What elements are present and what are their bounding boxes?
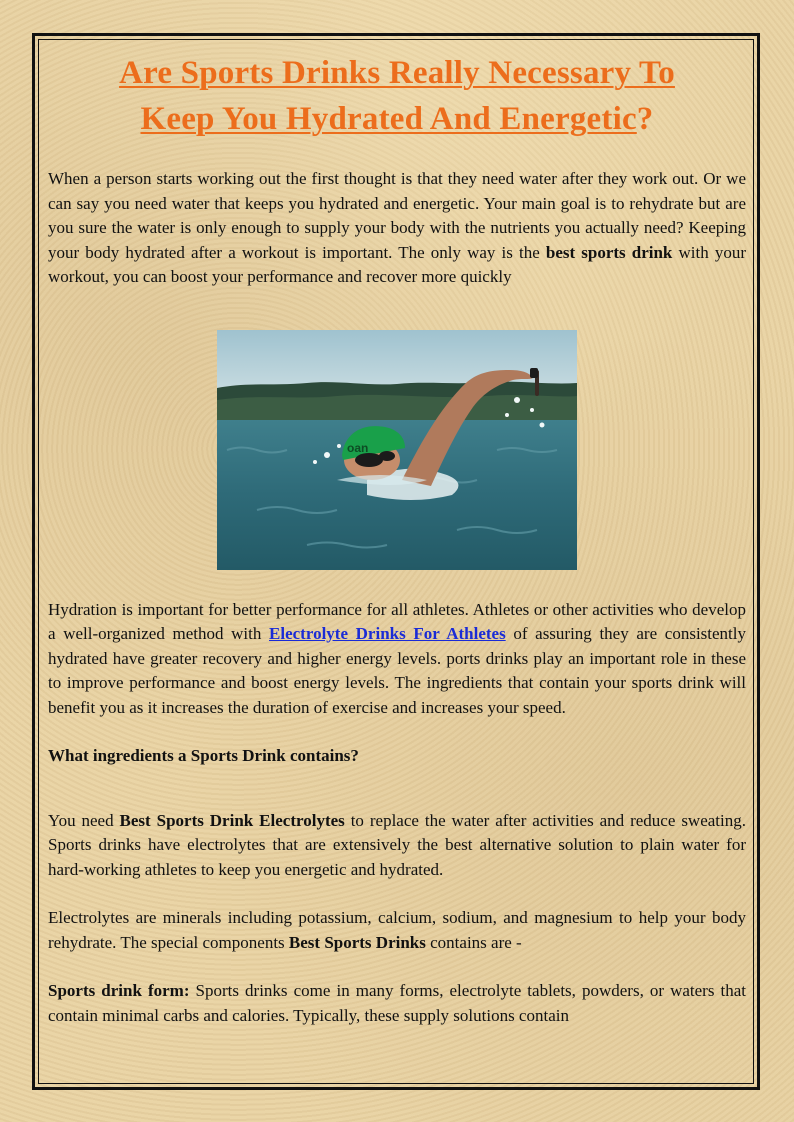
page-title: [48, 50, 746, 142]
intro-text-end: with your workout, you can boost your performance and recover more quickly: [48, 242, 746, 286]
section-heading: What ingredients a Sports Drink contains?: [48, 746, 359, 765]
svg-text:oan: oan: [347, 440, 369, 455]
intro-bold: best sports drink: [545, 242, 673, 262]
electrolytes-text-end: contains are -: [425, 932, 522, 952]
title-question-mark: ?: [636, 101, 654, 137]
need-text: You need: [48, 810, 120, 830]
electrolytes-text: Electrolytes are minerals including potassium, calcium, sodium, and magnesium to help your body rehydrate. The special components: [48, 908, 746, 952]
need-paragraph: [48, 809, 746, 883]
form-text: Sports drinks come in many forms, electrolyte tablets, powders, or waters that contain minimal carbs and calories. Typically, these supply solutions contain: [48, 981, 746, 1025]
need-bold: Best Sports Drink Electrolytes: [119, 810, 345, 830]
intro-text: When a person starts working out the first thought is that they need water after they work out. Or we can say you need water that keeps you hydrated and energetic. Your main goal is to rehydrate but are you sure the water is only enough to supply your body with the nutrients you actually need? Keeping your body hydrated after a workout is important. The only way is the: [48, 169, 746, 262]
electrolytes-paragraph: [48, 906, 746, 955]
title-line-2: Keep You Hydrated And Energetic: [140, 101, 637, 137]
hydration-text-end: of assuring they are consistently hydrated have greater recovery and higher energy levels. ports drinks play an important role in these to improve performance and boost energy levels. The ingredients that contain your sports drink will benefit you as it increases the duration of exercise and increases your speed.: [48, 624, 746, 717]
hydration-text: Hydration is important for better performance for all athletes. Athletes or other activities who develop a well-organized method with: [48, 599, 746, 643]
hydration-paragraph: [48, 598, 746, 721]
need-text-end: to replace the water after activities and reduce sweating. Sports drinks have electrolytes that are extensively the best alternative solution to plain water for hard-working athletes to keep you energetic and hydrated.: [48, 810, 746, 879]
form-bold: Sports drink form:: [48, 981, 190, 1000]
intro-paragraph: [48, 167, 746, 290]
title-line-1: Are Sports Drinks Really Necessary To: [119, 55, 675, 91]
form-paragraph: [48, 979, 746, 1028]
swimmer-photo: [217, 330, 577, 570]
electrolyte-drinks-link[interactable]: Electrolyte Drinks For Athletes: [269, 624, 506, 643]
document-body: [48, 50, 746, 1085]
electrolytes-bold: Best Sports Drinks: [288, 932, 426, 952]
